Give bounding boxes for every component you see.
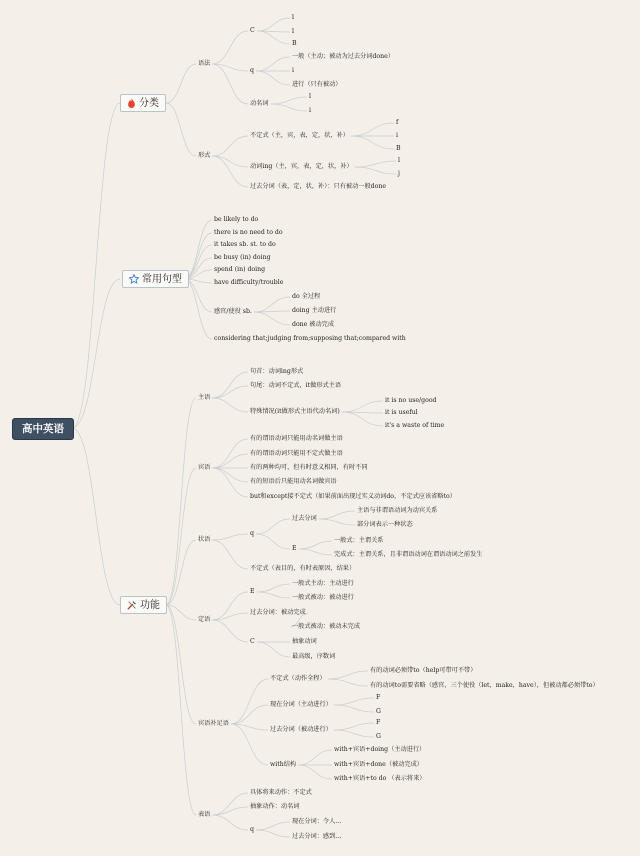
connector [212,620,248,642]
node-s1[interactable]: be likely to do [214,216,259,223]
node-f2[interactable]: F [376,694,381,701]
connector [166,103,196,156]
node-yufa[interactable]: 语法 [198,60,211,67]
node-binyu[interactable]: 宾语 [198,464,211,471]
connector [298,765,332,779]
node-bi1[interactable]: 具体将来动作：不定式 [250,789,312,796]
node-l3[interactable]: l [309,93,311,100]
connector [299,549,332,555]
node-i1[interactable]: i [292,67,294,74]
connector [212,156,248,167]
node-with[interactable]: with结构 [270,761,297,768]
node-e2[interactable]: E [250,588,255,595]
node-zhuangyu[interactable]: 状语 [198,536,211,543]
connector [72,428,120,605]
fire-icon [127,98,136,108]
connector [256,534,290,549]
node-guoqufenci[interactable]: 过去分词（表，定，状，补）：只有被动一般done [250,183,386,190]
node-b1c[interactable]: B [292,40,297,47]
connector [231,679,268,724]
node-s6[interactable]: have difficulty/trouble [214,279,284,286]
connector [257,18,290,31]
node-s5[interactable]: spend (in) doing [214,266,266,273]
connector [212,31,248,64]
node-jinxing[interactable]: 进行（只有被动） [292,81,342,88]
node-teshu[interactable]: 特殊情况(it做形式主语代动名词) [250,408,340,415]
root-node[interactable]: 高中英语 [12,418,74,440]
connector [72,279,120,428]
connector [212,454,248,468]
connector [257,642,290,657]
connector [328,671,368,679]
connector [328,679,368,686]
node-t1[interactable]: it is no use/good [385,397,437,404]
connector [212,815,248,830]
node-w1[interactable]: with+宾语+doing（主动进行） [334,746,426,753]
node-bb2[interactable]: 有的动词to需要省略（感官，三个使役（let，make，have），但被动都必须带to） [370,682,599,689]
node-t3[interactable]: it's a waste of time [385,422,445,429]
node-zy1[interactable]: 主语与非谓语动词为动宾关系 [357,507,438,514]
node-bi4[interactable]: 过去分词：感到... [292,833,342,840]
node-f1[interactable]: f [396,119,399,126]
node-q2[interactable]: q [250,530,254,537]
connector [166,64,196,103]
node-l2[interactable]: l [292,28,294,35]
node-bingbu[interactable]: 宾语补足语 [198,720,229,727]
node-dingyu[interactable]: 定语 [198,616,211,623]
branch-label: 常用句型 [142,274,182,285]
tools-icon [127,600,137,610]
connector [319,511,355,519]
node-dy2[interactable]: 一般式被动：被动进行 [292,594,354,601]
connector [256,519,290,534]
connector [212,592,248,620]
node-doing1[interactable]: doing 主动进行 [292,307,337,314]
connector [212,372,248,398]
connector [231,724,268,730]
connector [334,698,374,705]
node-w2[interactable]: with+宾语+done（被动完成） [334,761,423,768]
node-i5[interactable]: j [398,170,400,177]
node-g1[interactable]: G [376,708,381,715]
branch-label: 功能 [140,600,160,611]
node-by1[interactable]: 有的谓语动词只能用动名词做主语 [250,435,343,442]
node-xzfc[interactable]: 现在分词（主动进行） [270,701,332,708]
connector [298,750,332,765]
node-biaoyu[interactable]: 表语 [198,811,211,818]
branch-label: 分类 [139,98,159,109]
star-icon [129,274,139,284]
node-b2c[interactable]: B [396,145,401,152]
node-bi2[interactable]: 抽象动作：动名词 [250,803,300,810]
connector [257,31,290,44]
node-by2[interactable]: 有的谓语动词只能用不定式做主语 [250,450,343,457]
node-c1[interactable]: C [250,27,255,34]
connector [72,103,120,428]
node-s2[interactable]: there is no need to do [214,229,283,236]
connector [184,279,212,339]
node-q1[interactable]: q [250,67,254,74]
connector [257,592,290,598]
node-done1[interactable]: done 被动完成 [292,321,335,328]
connector [256,822,290,830]
node-i4[interactable]: l [398,157,400,164]
connector [212,156,248,187]
node-budingshi[interactable]: 不定式（主，宾，表，定，状，补） [250,132,349,139]
branch-fenlei[interactable] [120,94,166,112]
connector [351,123,394,136]
connector [212,386,248,398]
node-bb1[interactable]: 有的动词必须带to（help可带可不带） [370,667,477,674]
node-dy6[interactable]: 最高级，序数词 [292,653,336,660]
connector [212,64,248,104]
node-dy1[interactable]: 一般式主动：主动进行 [292,580,354,587]
connector [256,830,290,837]
connector [212,807,248,815]
node-i2[interactable]: i [309,107,311,114]
connector [355,161,396,167]
node-xingshi[interactable]: 形式 [198,152,211,159]
node-dongmingci[interactable]: 动名词 [250,100,269,107]
node-c2[interactable]: C [250,638,255,645]
node-q3[interactable]: q [250,826,254,833]
node-s4[interactable]: be busy (in) doing [214,254,271,261]
node-dy5[interactable]: 抽象动词 [292,638,317,645]
connector [212,793,248,815]
node-dongciing[interactable]: 动词ing（主，宾，表，定，状，补） [250,163,353,170]
node-l1[interactable]: l [292,14,294,21]
connector [212,468,248,497]
connector [299,541,332,549]
connector [212,540,248,569]
connector [166,468,196,605]
connector [342,412,383,426]
connector [212,136,248,156]
node-by5[interactable]: but和except接不定式（如果前面出现过实义动词do，不定式应该省略to） [250,493,456,500]
connector [334,730,374,737]
connector [271,104,307,111]
node-yiban1[interactable]: 一般（主动；被动为过去分词done） [292,53,394,60]
connector [212,439,248,468]
node-ganguan[interactable]: 感官/使役 sb. [214,308,252,315]
node-zhuyu[interactable]: 主语 [198,394,211,401]
node-bdsz[interactable]: 不定式（动作全程） [270,675,326,682]
connector [231,705,268,724]
connector [212,534,248,540]
node-e1[interactable]: E [292,545,297,552]
node-t2[interactable]: it is useful [385,409,418,416]
node-do1[interactable]: do 全过程 [292,293,321,300]
node-by4[interactable]: 有的短语后只能用动名词做宾语 [250,478,337,485]
node-dy4[interactable]: 一般式被动：被动未完成 [292,623,361,630]
connector [254,312,290,325]
connector [212,398,248,412]
node-i3[interactable]: i [396,132,398,139]
branch-gongneng[interactable] [120,596,167,614]
node-jushou[interactable]: 句首：动词ing形式 [250,368,304,375]
connector [271,97,307,104]
connector [319,519,355,525]
connector [166,605,196,815]
connector [334,705,374,712]
connector [351,136,394,149]
node-zy2[interactable]: 部分词表示一种状态 [357,521,413,528]
node-considering[interactable]: considering that;judging from;supposing that;compared with [214,335,406,342]
connector [257,584,290,592]
node-f3[interactable]: F [376,719,381,726]
node-zy5[interactable]: 不定式（表目的，有时表原因，结果） [250,565,356,572]
node-bi3[interactable]: 现在分词：令人... [292,818,342,825]
node-dy3[interactable]: 过去分词：被动完成 [250,609,306,616]
node-zy3[interactable]: 一般式：主谓关系 [334,537,384,544]
connector [166,540,196,605]
connector [256,71,290,85]
node-s3[interactable]: it takes sb. st. to do [214,241,276,248]
node-by3[interactable]: 有的两种均可，但有时意义相同，有时不同 [250,464,368,471]
node-g2[interactable]: G [376,733,381,740]
connector [256,57,290,71]
connector [334,723,374,730]
node-zy4[interactable]: 完成式：主谓关系，且非谓语动词在谓语动词之前发生 [334,551,483,558]
node-juwei[interactable]: 句尾：动词不定式，it做形式主语 [250,382,342,389]
connector [231,724,268,765]
node-w3[interactable]: with+宾语+to do （表示将来） [334,775,426,782]
node-gqfc[interactable]: 过去分词 [292,515,317,522]
connector [212,468,248,482]
branch-changyong[interactable] [122,270,189,288]
connector [254,297,290,312]
node-gqfc2[interactable]: 过去分词（被动进行） [270,726,332,733]
connector [355,167,396,174]
connector [342,401,383,412]
